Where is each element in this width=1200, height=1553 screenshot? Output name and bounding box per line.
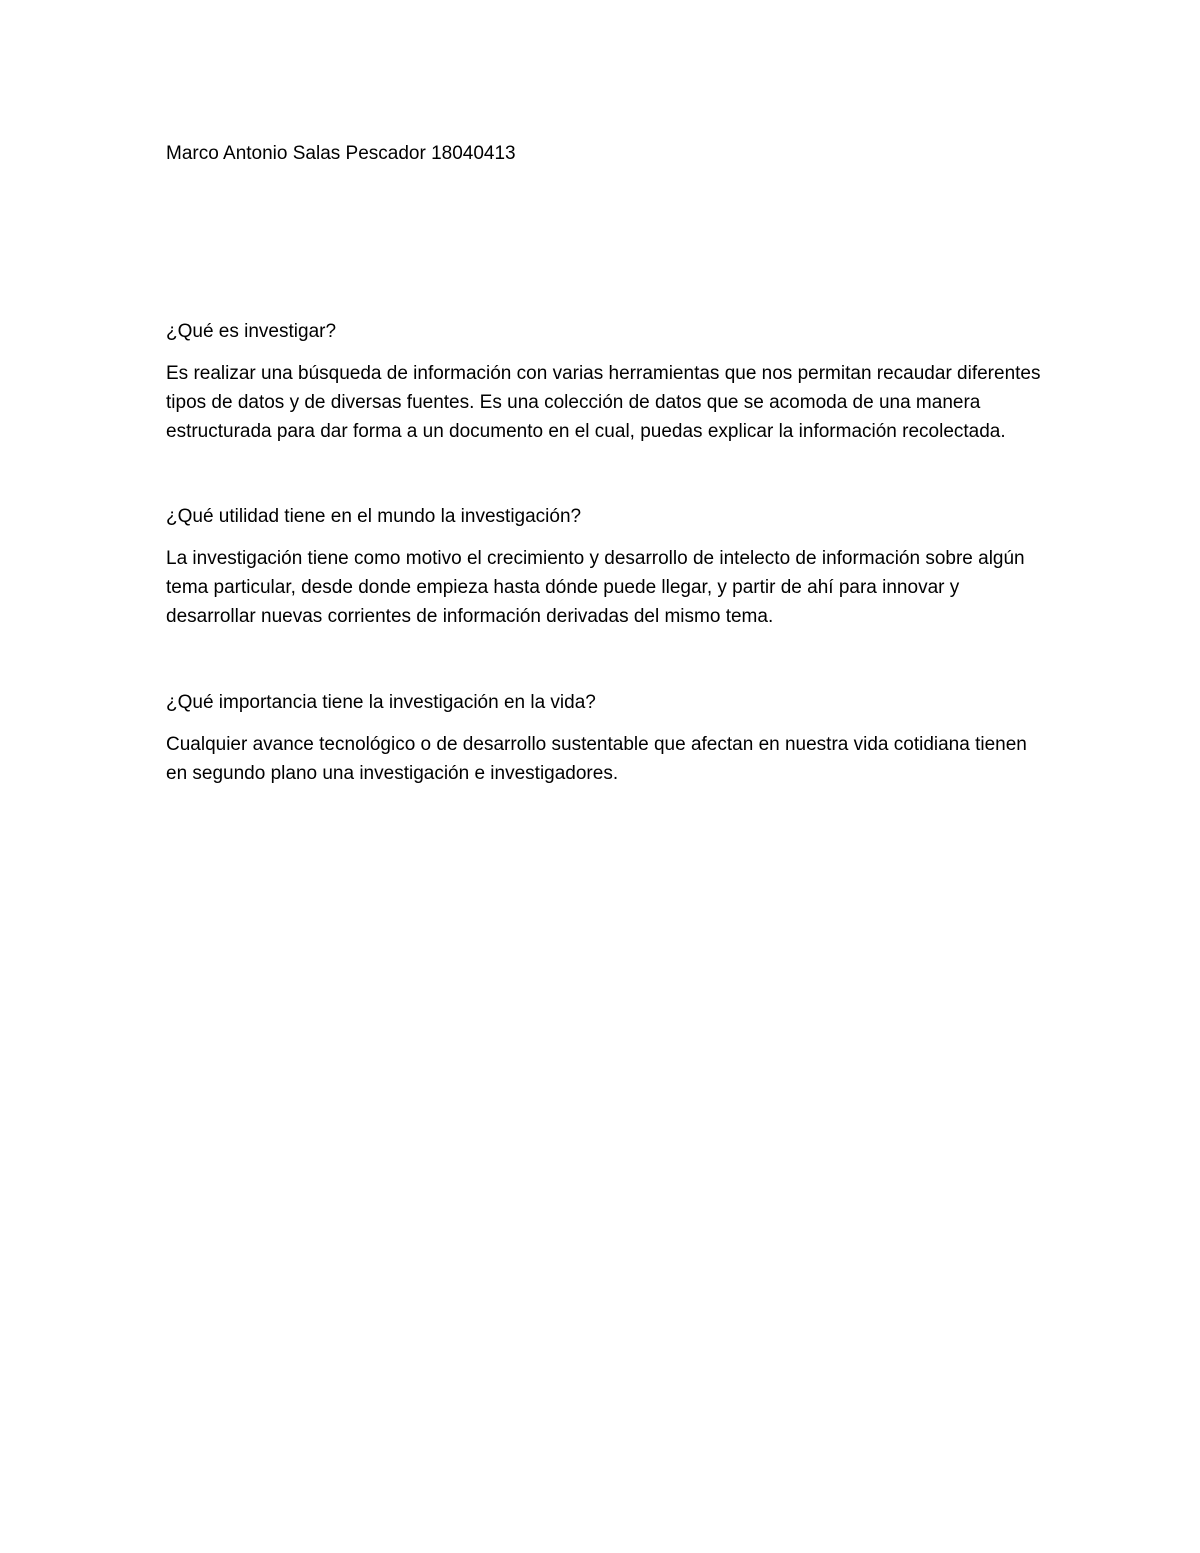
question-heading: ¿Qué es investigar?	[166, 321, 337, 342]
answer-paragraph: Es realizar una búsqueda de información con varias herramientas que nos permitan recaudar diferentes tipos de datos y de diversas fuentes. Es una colección de datos que se acomoda de una manera estructurada para dar forma a un documento en el cual, puedas explicar la información recolectada.	[166, 363, 1041, 442]
answer-paragraph: Cualquier avance tecnológico o de desarrollo sustentable que afectan en nuestra vida cotidiana tienen en segundo plano una investigación e investigadores.	[166, 734, 1027, 784]
section-what-is-research	[166, 317, 1046, 446]
document-body	[166, 140, 1046, 788]
question-heading: ¿Qué importancia tiene la investigación en la vida?	[166, 692, 596, 713]
answer-paragraph: La investigación tiene como motivo el crecimiento y desarrollo de intelecto de información sobre algún tema particular, desde donde empieza hasta dónde puede llegar, y partir de ahí para innovar y desarrollar nuevas corrientes de información derivadas del mismo tema.	[166, 548, 1025, 627]
author-line: Marco Antonio Salas Pescador 18040413	[166, 143, 516, 164]
question-heading: ¿Qué utilidad tiene en el mundo la investigación?	[166, 506, 582, 527]
section-research-importance	[166, 688, 1046, 788]
section-research-utility	[166, 502, 1046, 631]
